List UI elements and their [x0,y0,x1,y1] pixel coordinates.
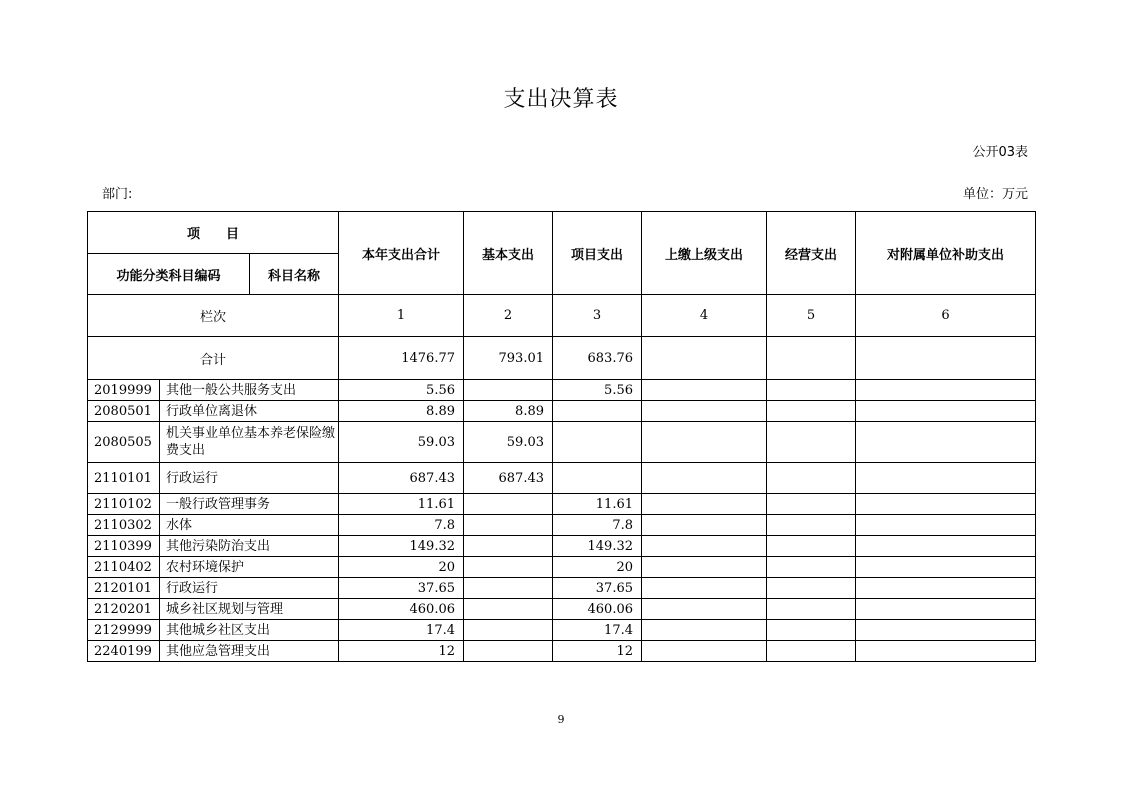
row-code: 2080505 [88,422,160,463]
row-upper [642,463,767,494]
index-row [88,295,1036,337]
row-business [767,641,856,662]
table-row [88,380,1036,401]
sum-upper [642,337,767,380]
row-name: 其他城乡社区支出 [160,620,339,641]
row-code: 2110399 [88,536,160,557]
row-subsidy [856,463,1036,494]
table-row [88,494,1036,515]
row-name: 其他应急管理支出 [160,641,339,662]
form-number: 公开03表 [972,145,1028,160]
row-project: 149.32 [553,536,642,557]
row-basic [464,536,553,557]
table-row [88,515,1036,536]
row-business [767,422,856,463]
row-total: 149.32 [339,536,464,557]
row-subsidy [856,578,1036,599]
row-name: 行政单位离退休 [160,401,339,422]
row-project [553,422,642,463]
index-cell: 4 [642,295,767,337]
row-basic: 687.43 [464,463,553,494]
row-total: 687.43 [339,463,464,494]
row-total: 12 [339,641,464,662]
row-upper [642,641,767,662]
row-upper [642,557,767,578]
header-project: 项目支出 [553,212,642,295]
row-subsidy [856,401,1036,422]
row-basic [464,599,553,620]
sum-business [767,337,856,380]
row-business [767,536,856,557]
table-row [88,578,1036,599]
row-subsidy [856,557,1036,578]
row-business [767,463,856,494]
header-upper: 上缴上级支出 [642,212,767,295]
row-upper [642,380,767,401]
header-subsidy: 对附属单位补助支出 [856,212,1036,295]
sum-label: 合计 [88,337,339,380]
table-row [88,557,1036,578]
row-total: 59.03 [339,422,464,463]
row-project: 5.56 [553,380,642,401]
row-code: 2120101 [88,578,160,599]
index-label: 栏次 [88,295,339,337]
row-code: 2110402 [88,557,160,578]
index-cell: 2 [464,295,553,337]
row-name: 城乡社区规划与管理 [160,599,339,620]
row-business [767,494,856,515]
row-project: 12 [553,641,642,662]
row-project [553,463,642,494]
row-basic [464,380,553,401]
sum-total: 1476.77 [339,337,464,380]
sum-basic: 793.01 [464,337,553,380]
row-total: 20 [339,557,464,578]
header-total: 本年支出合计 [339,212,464,295]
row-upper [642,494,767,515]
row-basic [464,557,553,578]
unit-label: 单位：万元 [962,187,1028,202]
row-code: 2240199 [88,641,160,662]
row-subsidy [856,641,1036,662]
row-code: 2120201 [88,599,160,620]
row-code: 2110102 [88,494,160,515]
index-cell: 1 [339,295,464,337]
department-label: 部门: [102,187,133,202]
row-subsidy [856,494,1036,515]
sum-project: 683.76 [553,337,642,380]
row-name: 其他污染防治支出 [160,536,339,557]
row-code: 2110101 [88,463,160,494]
row-project: 37.65 [553,578,642,599]
row-business [767,515,856,536]
row-basic [464,515,553,536]
row-upper [642,599,767,620]
row-basic [464,494,553,515]
table-row [88,536,1036,557]
header-name: 科目名称 [250,254,339,295]
row-total: 7.8 [339,515,464,536]
row-code: 2019999 [88,380,160,401]
row-subsidy [856,380,1036,401]
expenditure-table [87,211,1036,662]
page-number: 9 [557,713,565,726]
row-project: 7.8 [553,515,642,536]
row-upper [642,401,767,422]
row-subsidy [856,515,1036,536]
row-total: 8.89 [339,401,464,422]
row-project: 460.06 [553,599,642,620]
row-upper [642,422,767,463]
header-item: 项 目 [88,212,339,254]
row-upper [642,536,767,557]
row-subsidy [856,620,1036,641]
row-name: 机关事业单位基本养老保险缴费支出 [160,422,339,463]
row-project: 11.61 [553,494,642,515]
table-row [88,401,1036,422]
row-code: 2110302 [88,515,160,536]
index-cell: 5 [767,295,856,337]
row-business [767,599,856,620]
row-business [767,380,856,401]
header-business: 经营支出 [767,212,856,295]
sum-subsidy [856,337,1036,380]
row-basic: 59.03 [464,422,553,463]
header-row-1 [88,212,1036,254]
row-basic [464,578,553,599]
row-subsidy [856,422,1036,463]
row-total: 37.65 [339,578,464,599]
page-title: 支出决算表 [503,87,619,112]
index-cell: 3 [553,295,642,337]
row-subsidy [856,599,1036,620]
row-code: 2129999 [88,620,160,641]
table-row [88,620,1036,641]
index-cell: 6 [856,295,1036,337]
row-total: 5.56 [339,380,464,401]
row-basic: 8.89 [464,401,553,422]
row-project: 20 [553,557,642,578]
row-subsidy [856,536,1036,557]
row-total: 460.06 [339,599,464,620]
row-project: 17.4 [553,620,642,641]
sum-row [88,337,1036,380]
table-row [88,641,1036,662]
table-row [88,422,1036,463]
table-row [88,599,1036,620]
row-name: 一般行政管理事务 [160,494,339,515]
row-name: 行政运行 [160,463,339,494]
row-basic [464,641,553,662]
row-code: 2080501 [88,401,160,422]
row-upper [642,578,767,599]
row-total: 11.61 [339,494,464,515]
row-name: 行政运行 [160,578,339,599]
row-total: 17.4 [339,620,464,641]
row-basic [464,620,553,641]
header-code: 功能分类科目编码 [88,254,250,295]
table-row [88,463,1036,494]
header-basic: 基本支出 [464,212,553,295]
row-upper [642,620,767,641]
row-business [767,620,856,641]
row-business [767,401,856,422]
row-business [767,557,856,578]
row-business [767,578,856,599]
row-name: 农村环境保护 [160,557,339,578]
row-project [553,401,642,422]
row-upper [642,515,767,536]
row-name: 其他一般公共服务支出 [160,380,339,401]
row-name: 水体 [160,515,339,536]
